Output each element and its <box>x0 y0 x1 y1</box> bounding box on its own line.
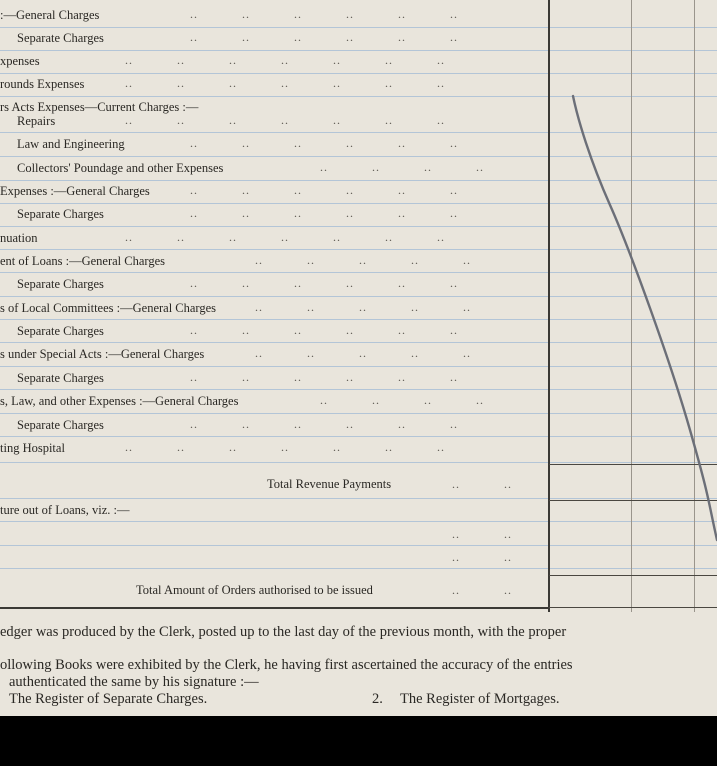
dot-leader: .. .. <box>452 550 512 564</box>
ledger-row-label: rounds Expenses <box>0 77 85 91</box>
ledger-row-label: ture out of Loans, viz. :— <box>0 503 130 517</box>
dot-leader: .. .. .. .. .. .. <box>190 7 458 21</box>
dot-leader: .. .. .. .. .. .. .. <box>125 76 445 90</box>
ledger-row-label: rs Acts Expenses—Current Charges :— <box>0 100 199 114</box>
ledger-row-label: Separate Charges <box>17 418 104 432</box>
footer-line: ollowing Books were exhibited by the Clerk, he having first ascertained the accuracy of the entries <box>0 657 573 673</box>
ledger-row-label: Separate Charges <box>17 207 104 221</box>
dot-leader: .. .. .. .. .. .. .. <box>125 113 445 127</box>
dot-leader: .. .. .. .. .. .. .. <box>125 230 445 244</box>
ledger-row-label: Collectors' Poundage and other Expenses <box>17 161 224 175</box>
dot-leader: .. .. .. .. <box>320 160 484 174</box>
footer-line: authenticated the same by his signature :— <box>9 674 259 690</box>
ledger-row-label: Separate Charges <box>17 324 104 338</box>
ledger-row-label: ent of Loans :—General Charges <box>0 254 165 268</box>
ledger-row-label: s of Local Committees :—General Charges <box>0 301 217 315</box>
ledger-row-label: Expenses :—General Charges <box>0 184 150 198</box>
dot-leader: .. .. <box>452 527 512 541</box>
ledger-row-label: Separate Charges <box>17 371 104 385</box>
dot-leader: .. .. .. .. .. .. <box>190 417 458 431</box>
ledger-row-label: nuation <box>0 231 38 245</box>
book-register-mortgages: The Register of Mortgages. <box>400 691 560 707</box>
book-register-separate-charges: The Register of Separate Charges. <box>9 691 208 707</box>
total-orders-label: Total Amount of Orders authorised to be issued <box>136 583 373 597</box>
dot-leader: .. .. .. .. .. <box>255 346 471 360</box>
dot-leader: .. .. .. .. <box>320 393 484 407</box>
dot-leader: .. .. .. .. .. .. <box>190 370 458 384</box>
dot-leader: .. .. .. .. .. .. <box>190 323 458 337</box>
dot-leader: .. .. <box>452 477 512 491</box>
ledger-row-label: xpenses <box>0 54 40 68</box>
dot-leader: .. .. .. .. .. .. <box>190 276 458 290</box>
ledger-row-label: ting Hospital <box>0 441 65 455</box>
ledger-row-label: :—General Charges <box>0 8 100 22</box>
ledger-row-label: Separate Charges <box>17 277 104 291</box>
book-number: 2. <box>372 691 383 707</box>
dot-leader: .. .. .. .. .. .. <box>190 206 458 220</box>
dot-leader: .. .. .. .. .. <box>255 253 471 267</box>
dot-leader: .. .. .. .. .. .. .. <box>125 53 445 67</box>
dot-leader: .. .. .. .. .. .. <box>190 136 458 150</box>
ledger-row-label: Law and Engineering <box>17 137 125 151</box>
dot-leader: .. .. .. .. .. <box>255 300 471 314</box>
footer-line: edger was produced by the Clerk, posted up to the last day of the previous month, with the proper <box>0 624 567 640</box>
ledger-row-label: s, Law, and other Expenses :—General Charges <box>0 394 239 408</box>
ledger-row-label: s under Special Acts :—General Charges <box>0 347 205 361</box>
total-revenue-payments-label: Total Revenue Payments <box>267 477 392 491</box>
dot-leader: .. .. <box>452 583 512 597</box>
ledger-row-label: Separate Charges <box>17 31 104 45</box>
dot-leader: .. .. .. .. .. .. <box>190 30 458 44</box>
dot-leader: .. .. .. .. .. .. <box>190 183 458 197</box>
dot-leader: .. .. .. .. .. .. .. <box>125 440 445 454</box>
ledger-row-label: Repairs <box>17 114 56 128</box>
